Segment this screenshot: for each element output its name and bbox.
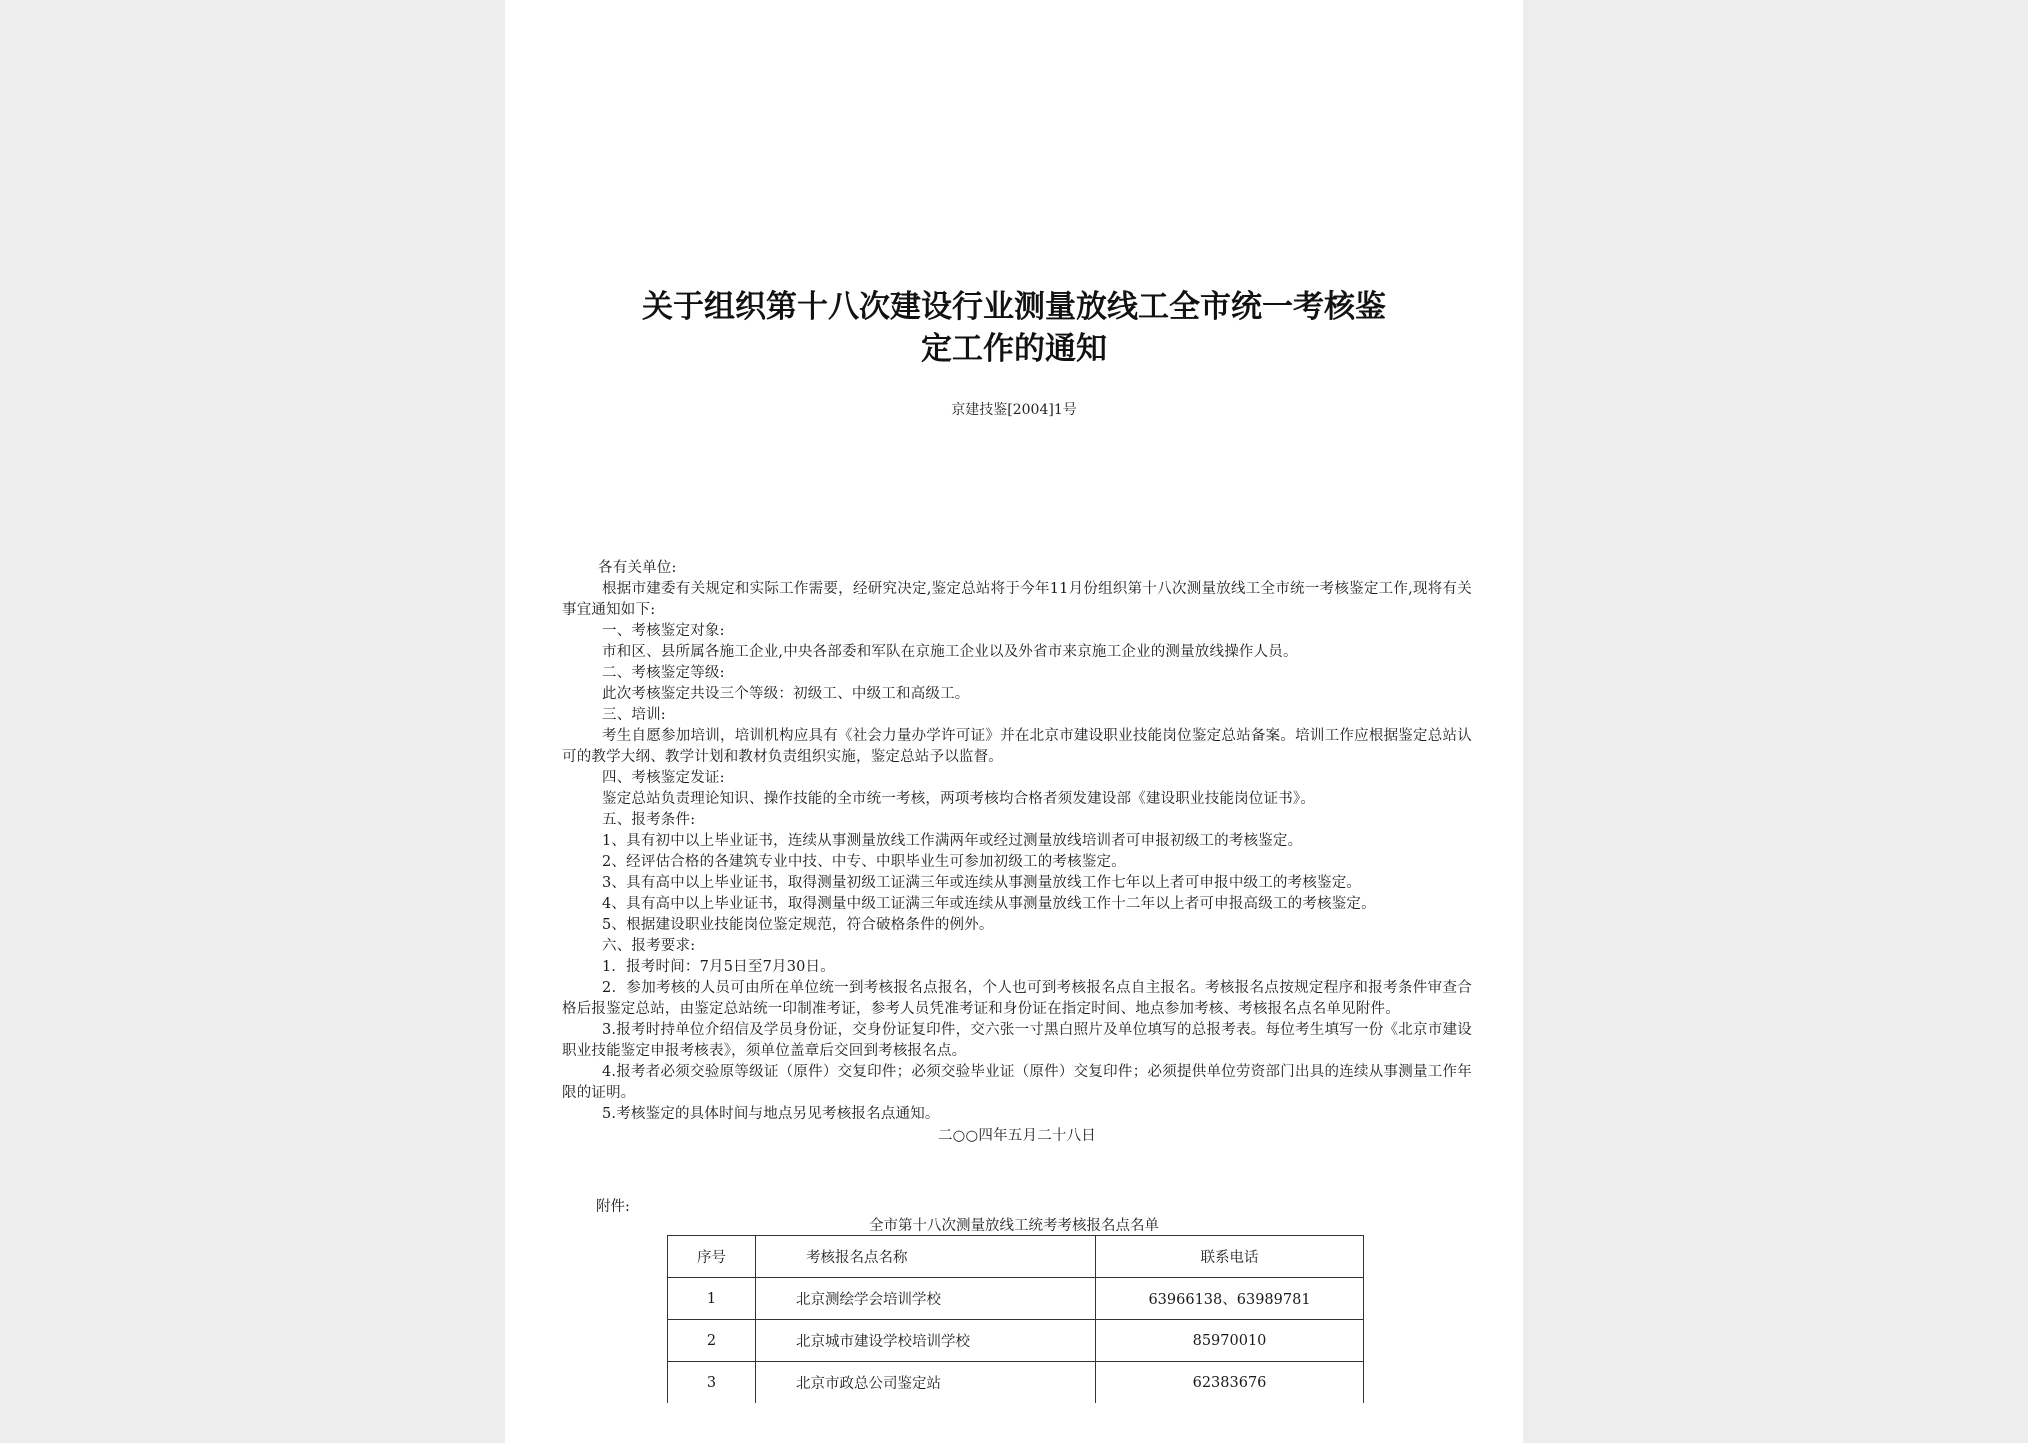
header-site-name: 考核报名点名称	[756, 1236, 1096, 1278]
issue-date: 二○○四年五月二十八日	[937, 1128, 1096, 1144]
body-paragraph: 三、培训:	[602, 707, 666, 723]
document-page	[505, 0, 1523, 1443]
row-site-name: 北京城市建设学校培训学校	[756, 1320, 1096, 1362]
body-paragraph: 3.报考时持单位介绍信及学员身份证，交身份证复印件，交六张一寸黑白照片及单位填写的总报考表。每位考生填写一份《北京市建设职业技能鉴定申报考核表》，须单位盖章后交回到考核报名点。	[562, 1022, 1472, 1059]
registration-sites-table	[667, 1235, 1364, 1403]
document-number: 京建技鉴[2004]1号	[951, 402, 1077, 418]
body-paragraph: 五、报考条件:	[602, 812, 696, 828]
table-row	[668, 1320, 1364, 1362]
body-paragraph: 此次考核鉴定共设三个等级：初级工、中级工和高级工。	[602, 686, 970, 702]
body-paragraph: 2、经评估合格的各建筑专业中技、中专、中职毕业生可参加初级工的考核鉴定。	[602, 854, 1126, 870]
table-header-row	[668, 1236, 1364, 1278]
document-body	[562, 558, 1472, 1147]
body-paragraph: 四、考核鉴定发证:	[602, 770, 725, 786]
body-paragraph: 2．参加考核的人员可由所在单位统一到考核报名点报名，个人也可到考核报名点自主报名。考核报名点按规定程序和报考条件审查合格后报鉴定总站，由鉴定总站统一印制准考证，参考人员凭准考证和身份证在指定时间、地点参加考核、考核报名点名单见附件。	[562, 980, 1472, 1017]
body-paragraph: 5、根据建设职业技能岗位鉴定规范，符合破格条件的例外。	[602, 917, 994, 933]
body-paragraph: 一、考核鉴定对象:	[602, 623, 725, 639]
row-site-name: 北京市政总公司鉴定站	[756, 1362, 1096, 1404]
row-seq: 1	[668, 1278, 756, 1320]
title-line-1: 关于组织第十八次建设行业测量放线工全市统一考核鉴	[642, 289, 1386, 325]
title-line-2: 定工作的通知	[921, 331, 1107, 367]
body-paragraph: 根据市建委有关规定和实际工作需要，经研究决定,鉴定总站将于今年11月份组织第十八次测量放线工全市统一考核鉴定工作,现将有关事宜通知如下:	[562, 581, 1472, 618]
table-row	[668, 1362, 1364, 1404]
row-phone: 63966138、63989781	[1096, 1278, 1364, 1320]
body-paragraph: 5.考核鉴定的具体时间与地点另见考核报名点通知。	[602, 1106, 940, 1122]
body-paragraph: 六、报考要求:	[602, 938, 696, 954]
body-paragraph: 鉴定总站负责理论知识、操作技能的全市统一考核，两项考核均合格者须发建设部《建设职业技能岗位证书》。	[602, 791, 1316, 807]
body-paragraph: 考生自愿参加培训，培训机构应具有《社会力量办学许可证》并在北京市建设职业技能岗位鉴定总站备案。培训工作应根据鉴定总站认可的教学大纲、教学计划和教材负责组织实施，鉴定总站予以监督。	[562, 728, 1472, 765]
attachment-label: 附件:	[596, 1199, 630, 1215]
row-site-name: 北京测绘学会培训学校	[756, 1278, 1096, 1320]
row-phone: 85970010	[1096, 1320, 1364, 1362]
body-paragraph: 4、具有高中以上毕业证书，取得测量中级工证满三年或连续从事测量放线工作十二年以上者可申报高级工的考核鉴定。	[602, 896, 1376, 912]
table-row	[668, 1278, 1364, 1320]
row-seq: 2	[668, 1320, 756, 1362]
header-phone: 联系电话	[1096, 1236, 1364, 1278]
paragraph-list	[562, 579, 1472, 1125]
header-seq: 序号	[668, 1236, 756, 1278]
document-title	[555, 286, 1473, 370]
body-paragraph: 市和区、县所属各施工企业,中央各部委和军队在京施工企业以及外省市来京施工企业的测量放线操作人员。	[602, 644, 1298, 660]
body-paragraph: 4.报考者必须交验原等级证（原件）交复印件；必须交验毕业证（原件）交复印件；必须提供单位劳资部门出具的连续从事测量工作年限的证明。	[562, 1064, 1472, 1101]
body-paragraph: 3、具有高中以上毕业证书，取得测量初级工证满三年或连续从事测量放线工作七年以上者可申报中级工的考核鉴定。	[602, 875, 1362, 891]
table-title: 全市第十八次测量放线工统考考核报名点名单	[869, 1218, 1159, 1234]
body-paragraph: 二、考核鉴定等级:	[602, 665, 725, 681]
row-seq: 3	[668, 1362, 756, 1404]
body-paragraph: 1．报考时间：7月5日至7月30日。	[602, 959, 835, 975]
row-phone: 62383676	[1096, 1362, 1364, 1404]
salutation: 各有关单位:	[598, 560, 677, 576]
body-paragraph: 1、具有初中以上毕业证书，连续从事测量放线工作满两年或经过测量放线培训者可申报初级工的考核鉴定。	[602, 833, 1303, 849]
